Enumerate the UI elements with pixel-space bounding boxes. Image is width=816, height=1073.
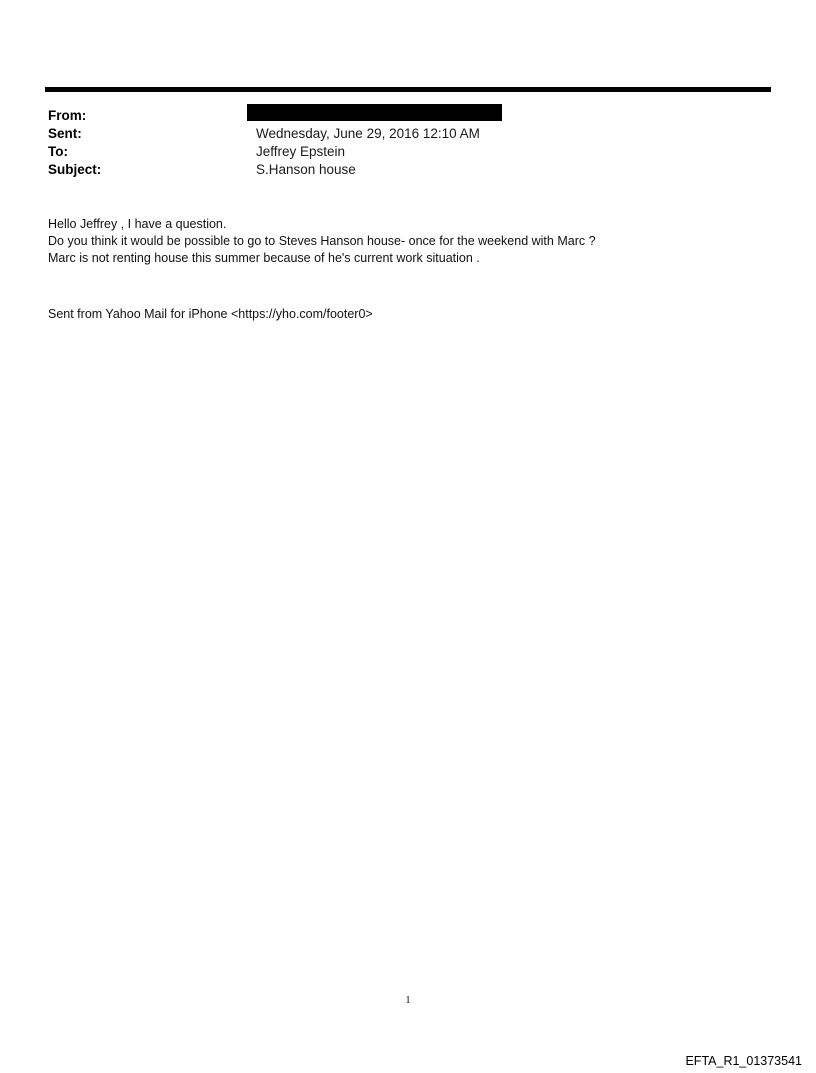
from-row [48,107,748,125]
to-label: To: [48,144,68,159]
subject-row [48,161,748,179]
header-divider [45,87,771,92]
bates-number: EFTA_R1_01373541 [685,1054,802,1068]
to-row [48,143,748,161]
redaction-bar [247,104,502,121]
body-line: Marc is not renting house this summer because of he's current work situation . [48,251,480,265]
sent-value: Wednesday, June 29, 2016 12:10 AM [256,126,480,141]
from-label: From: [48,108,87,123]
email-body [48,216,768,267]
body-line: Do you think it would be possible to go to Steves Hanson house- once for the weekend with Marc ? [48,234,596,248]
page-number: 1 [405,995,411,1006]
body-line: Hello Jeffrey , I have a question. [48,217,227,231]
sent-label: Sent: [48,126,82,141]
subject-value: S.Hanson house [256,162,356,177]
email-header [48,107,748,179]
to-value: Jeffrey Epstein [256,144,346,159]
email-signature: Sent from Yahoo Mail for iPhone <https://yho.com/footer0> [48,307,373,321]
subject-label: Subject: [48,162,102,177]
sent-row [48,125,748,143]
